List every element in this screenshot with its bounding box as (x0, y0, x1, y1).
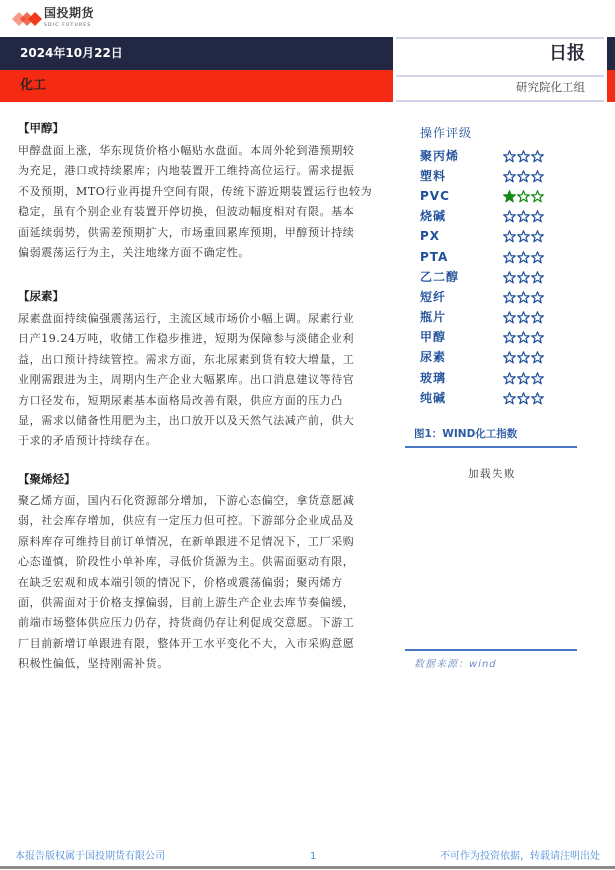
paragraph-line: 不及预期，MTO行业再提升空间有限，传统下游近期装置运行也较为 (18, 184, 373, 198)
paragraph-line: 甲醇盘面上涨，华东现货价格小幅贴水盘面。本周外轮到港预期较 (18, 144, 355, 157)
paragraph-line: 弱，社会库存增加，供应有一定压力但可控。下游部分企业成品及 (18, 514, 355, 528)
header-band-red-right (607, 70, 615, 102)
paragraph-line: 心态谨慎，阶段性小单补库，寻低价货源为主。供需面驱动有限， (18, 555, 355, 569)
rating-row (420, 308, 544, 328)
rating-product-name: 乙二醇 (420, 269, 460, 284)
report-date: 2024年10月22日 (20, 46, 123, 60)
star-outline-icon (503, 311, 516, 324)
star-outline-icon (531, 190, 544, 203)
rating-stars (503, 150, 544, 163)
paragraph-line: 厂目前新增订单跟进有限，整体开工水平变化不大，入市采购意愿 (18, 636, 355, 650)
star-outline-icon (531, 150, 544, 163)
divider (396, 37, 604, 39)
rating-product-name: 纯碱 (420, 390, 447, 405)
section-title-polyolefin: 【聚烯烃】 (18, 472, 76, 486)
rating-stars (503, 230, 544, 243)
header-band-red (0, 70, 393, 102)
star-outline-icon (503, 372, 516, 385)
paragraph-line: 在缺乏宏观和成本端引领的情况下，价格或震荡偏弱；聚丙烯方 (18, 575, 343, 589)
paragraph-line: 业刚需跟进为主，周期内生产企业大幅累库。出口消息建议等待官 (18, 373, 355, 387)
rating-product-name: 尿素 (420, 350, 447, 365)
paragraph-line: 原料库存可维持目前订单情况，在新单跟进不足情况下，工厂采购 (18, 534, 355, 548)
rating-row (420, 227, 544, 247)
rating-row (420, 368, 544, 388)
paragraph-line: 显，需求以储备性用肥为主，出口放开以及天然气法减产前，供大 (18, 413, 355, 427)
rating-row (420, 287, 544, 307)
rating-stars (503, 392, 544, 405)
figure-title: 图1：WIND化工指数 (414, 428, 518, 440)
footer-disclaimer: 不可作为投资依据，转载请注明出处 (440, 851, 600, 862)
star-outline-icon (503, 351, 516, 364)
star-outline-icon (517, 210, 530, 223)
star-outline-icon (517, 351, 530, 364)
paragraph-line: 益，出口预计持续管控。需求方面，东北尿素到货有较大增量，工 (18, 352, 355, 366)
figure-source: 数据来源：wind (414, 659, 497, 670)
rating-product-name: 玻璃 (420, 370, 447, 385)
section-title-urea: 【尿素】 (18, 289, 64, 303)
star-outline-icon (517, 392, 530, 405)
rating-product-name: 烧碱 (420, 209, 447, 224)
rating-stars (503, 251, 544, 264)
paragraph-line: 偏弱震荡运行为主，关注地缘方面不确定性。 (18, 245, 250, 259)
footer-rule (0, 866, 615, 869)
star-outline-icon (531, 271, 544, 284)
star-outline-icon (517, 291, 530, 304)
rating-stars (503, 372, 544, 385)
star-outline-icon (531, 230, 544, 243)
star-outline-icon (531, 372, 544, 385)
star-outline-icon (517, 372, 530, 385)
paragraph-line: 面延续弱势，供需差预期扩大，市场重回累库预期，甲醇预计持续 (18, 225, 355, 239)
paragraph-line: 方口径发布，短期尿素基本面格局改善有限，供应方面的压力凸 (18, 393, 343, 407)
company-logo (8, 8, 44, 30)
rating-product-name: 塑料 (420, 168, 447, 183)
figure-bottom-rule (405, 649, 577, 651)
star-outline-icon (531, 251, 544, 264)
star-outline-icon (531, 331, 544, 344)
rating-list (420, 146, 544, 408)
star-outline-icon (517, 190, 530, 203)
rating-stars (503, 210, 544, 223)
report-type: 日报 (549, 43, 585, 64)
paragraph-line: 日产19.24万吨，收储工作稳步推进，短期为保障参与淡储企业利 (18, 332, 355, 346)
rating-stars (503, 271, 544, 284)
star-outline-icon (503, 392, 516, 405)
star-outline-icon (517, 230, 530, 243)
star-outline-icon (531, 210, 544, 223)
rating-row (420, 186, 544, 206)
research-team: 研究院化工组 (516, 80, 585, 94)
rating-stars (503, 190, 544, 203)
figure-load-failed: 加载失败 (468, 468, 516, 480)
star-outline-icon (503, 291, 516, 304)
rating-stars (503, 170, 544, 183)
paragraph-line: 尿素盘面持续偏强震荡运行，主流区域市场价小幅上调。尿素行业 (18, 312, 355, 325)
star-outline-icon (517, 311, 530, 324)
star-outline-icon (517, 331, 530, 344)
page-number: 1 (310, 851, 317, 862)
rating-row (420, 348, 544, 368)
logo-text: 国投期货 (44, 6, 95, 20)
logo-mark-icon (8, 8, 44, 30)
section-body-urea (18, 309, 388, 452)
star-outline-icon (531, 351, 544, 364)
rating-stars (503, 331, 544, 344)
rating-stars (503, 351, 544, 364)
paragraph-line: 聚乙烯方面，国内石化资源部分增加，下游心态偏空，拿货意愿减 (18, 494, 355, 507)
logo-subtext: SDIC FUTURES (44, 23, 92, 28)
footer-copyright: 本报告版权属于国投期货有限公司 (15, 851, 165, 862)
rating-row (420, 207, 544, 227)
star-outline-icon (531, 291, 544, 304)
paragraph-line: 积极性偏低，坚持刚需补货。 (18, 657, 169, 671)
rating-row (420, 166, 544, 186)
star-outline-icon (517, 271, 530, 284)
divider (396, 75, 604, 77)
rating-product-name: PX (420, 229, 441, 244)
rating-product-name: PTA (420, 249, 449, 264)
section-body-methanol (18, 141, 388, 263)
rating-row (420, 146, 544, 166)
star-outline-icon (503, 230, 516, 243)
star-outline-icon (531, 311, 544, 324)
rating-title: 操作评级 (420, 126, 473, 140)
paragraph-line: 前端市场整体供应压力仍存，持货商仍存让利促成交意愿。下游工 (18, 616, 355, 630)
rating-stars (503, 311, 544, 324)
rating-row (420, 267, 544, 287)
rating-product-name: 聚丙烯 (420, 148, 460, 163)
star-filled-icon (503, 190, 516, 203)
section-title-methanol: 【甲醇】 (18, 121, 64, 135)
rating-product-name: PVC (420, 188, 450, 203)
paragraph-line: 于求的矛盾预计持续存在。 (18, 434, 158, 448)
star-outline-icon (503, 210, 516, 223)
paragraph-line: 面，供需面对于价格支撑偏弱，目前上游生产企业去库节奏偏缓， (18, 595, 355, 609)
report-sector: 化工 (20, 78, 47, 93)
divider (396, 100, 604, 102)
rating-stars (503, 291, 544, 304)
rating-row (420, 247, 544, 267)
star-outline-icon (531, 170, 544, 183)
star-outline-icon (503, 271, 516, 284)
star-outline-icon (503, 150, 516, 163)
star-outline-icon (531, 392, 544, 405)
star-outline-icon (503, 331, 516, 344)
star-outline-icon (517, 251, 530, 264)
rating-product-name: 瓶片 (420, 310, 447, 325)
rating-product-name: 甲醇 (420, 330, 447, 345)
star-outline-icon (503, 170, 516, 183)
rating-row (420, 328, 544, 348)
rating-product-name: 短纤 (420, 289, 447, 304)
figure-top-rule (405, 446, 577, 448)
star-outline-icon (503, 251, 516, 264)
header-band-navy-right (607, 37, 615, 70)
star-outline-icon (517, 150, 530, 163)
paragraph-line: 为充足，港口或持续累库；内地装置开工维持高位运行。需求提振 (18, 164, 355, 178)
section-body-polyolefin (18, 491, 388, 675)
star-outline-icon (517, 170, 530, 183)
rating-row (420, 388, 544, 408)
paragraph-line: 稳定，虽有个别企业有装置开停切换，但波动幅度相对有限。基本 (18, 205, 355, 219)
